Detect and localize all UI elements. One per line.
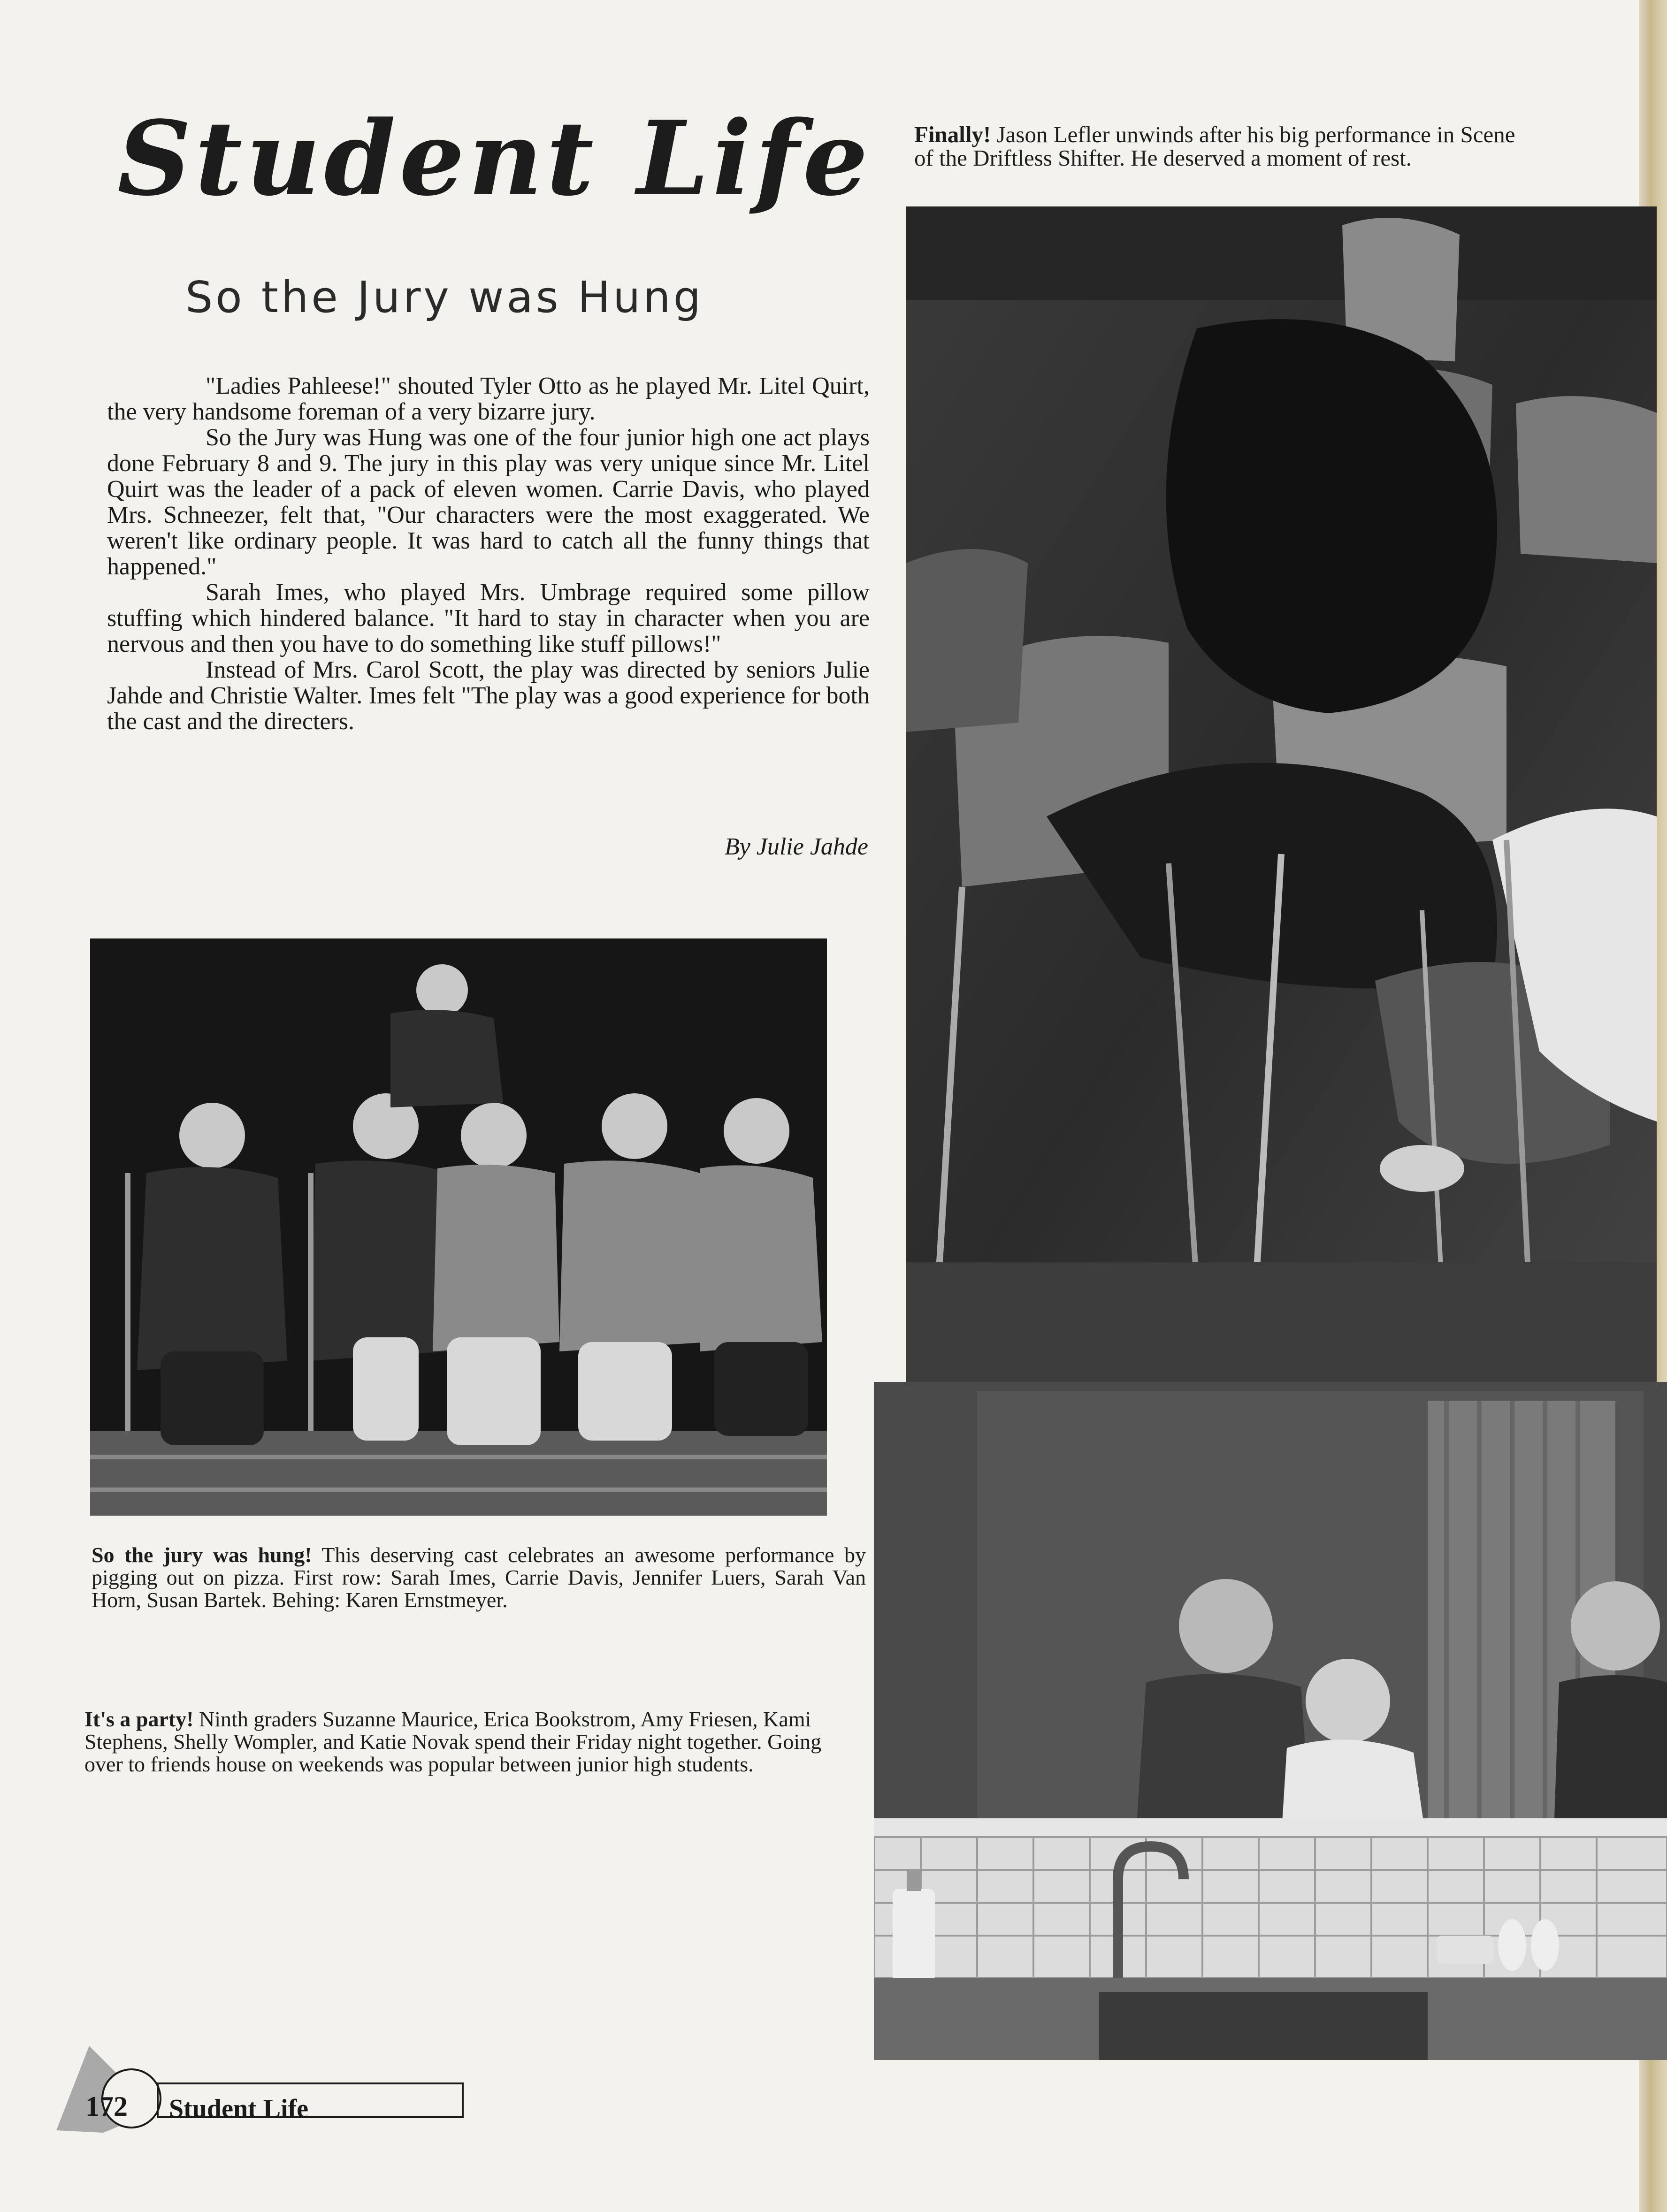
caption-text: This deserving cast celebrates an awesome performance by pigging out on pizza. First row: Sarah Imes, Carrie Davis, Jennifer Luers, Sarah Van Horn, Susan Bartek. Behing: Karen Ernstmeyer.	[92, 1543, 866, 1612]
article-body	[107, 373, 870, 734]
section-label: Student Life	[169, 2094, 309, 2123]
cast-pizza-photo	[90, 938, 827, 1516]
article-paragraph: Instead of Mrs. Carol Scott, the play was directed by seniors Julie Jahde and Christie Walter. Imes felt "The play was a good experience for both the cast and the directers.	[107, 656, 870, 735]
article-paragraph: "Ladies Pahleese!" shouted Tyler Otto as he played Mr. Litel Quirt, the very handsome foreman of a very bizarre jury.	[107, 373, 870, 425]
article-byline: By Julie Jahde	[724, 833, 868, 860]
caption-text: of the Driftless Shifter. He deserved a moment of rest.	[914, 145, 1412, 170]
caption-lead: Finally!	[914, 123, 991, 147]
article-paragraph: So the Jury was Hung was one of the four junior high one act plays done February 8 and 9. The jury in this play was very unique since Mr. Litel Quirt was the leader of a pack of eleven women. Carrie Davis, who played Mrs. Schneezer, felt that, "Our characters were the most exaggerated. We weren't like ordinary people. It was hard to catch all the funny things that happened."	[107, 424, 870, 580]
kitchen-party-photo	[874, 1382, 1667, 2060]
caption-text: Ninth graders Suzanne Maurice, Erica Bookstrom, Amy Friesen, Kami Stephens, Shelly Wompler, and Katie Novak spend their Friday night together. Going over to friends house on weekends was popular between junior high students.	[84, 1707, 822, 1776]
page-title: Student Life	[117, 99, 872, 219]
top-photo-caption	[914, 123, 1665, 170]
caption-text: Jason Lefler unwinds after his big performance in Scene	[996, 123, 1515, 147]
jury-photo-caption	[92, 1544, 866, 1611]
article-paragraph: Sarah Imes, who played Mrs. Umbrage required some pillow stuffing which hindered balance. "It hard to stay in character when you are nervous and then you have to do something like stuff pillows!"	[107, 579, 870, 657]
caption-lead: So the jury was hung!	[92, 1543, 312, 1567]
page-number: 172	[85, 2091, 128, 2122]
caption-lead: It's a party!	[84, 1707, 194, 1731]
party-photo-caption	[84, 1708, 835, 1776]
article-headline: So the Jury was Hung	[185, 272, 704, 322]
chairs-photo	[906, 206, 1657, 1382]
